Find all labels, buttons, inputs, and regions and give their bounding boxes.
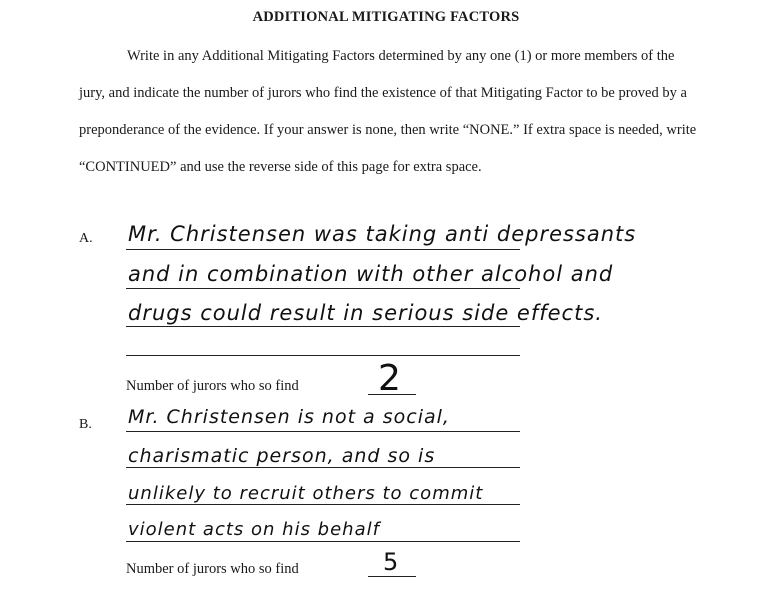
item-b-handwriting-line-4: violent acts on his behalf — [128, 519, 380, 540]
item-b-count-line — [368, 576, 416, 577]
instructions-paragraph — [79, 38, 699, 186]
instructions-text: Write in any Additional Mitigating Factors determined by any one (1) or more members of the jury, and indicate the number of jurors who find the existence of that Mitigating Factor to be proved by a preponderance of the evidence. If your answer is none, then write “NONE.” If extra space is needed, write “CONTINUED” and use the reverse side of this page for extra space. — [79, 48, 697, 175]
item-b-handwriting-line-1: Mr. Christensen is not a social, — [128, 406, 450, 428]
page-title: ADDITIONAL MITIGATING FACTORS — [252, 9, 520, 25]
item-a-count-label: Number of jurors who so find — [126, 378, 299, 394]
item-b-count-label: Number of jurors who so find — [126, 561, 299, 577]
item-a-letter: A. — [79, 231, 93, 246]
item-b-count-value: 5 — [383, 548, 399, 576]
item-a-handwriting-line-2: and in combination with other alcohol and — [128, 262, 614, 286]
item-b-handwriting-line-3: unlikely to recruit others to commit — [128, 483, 484, 504]
item-a-count-value: 2 — [378, 358, 401, 399]
item-b-answer-line-3 — [126, 504, 520, 505]
item-a-answer-line-2 — [126, 288, 520, 289]
item-a-handwriting-line-1: Mr. Christensen was taking anti depressants — [128, 222, 637, 246]
item-a-answer-line-4 — [126, 355, 520, 356]
item-b-answer-line-4 — [126, 541, 520, 542]
item-a-answer-line-3 — [126, 326, 520, 327]
item-b-letter: B. — [79, 417, 92, 432]
item-a-handwriting-line-3: drugs could result in serious side effects. — [128, 301, 603, 325]
item-b-handwriting-line-2: charismatic person, and so is — [128, 445, 436, 467]
item-a-answer-line-1 — [126, 249, 520, 250]
item-b-answer-line-2 — [126, 467, 520, 468]
item-b-answer-line-1 — [126, 431, 520, 432]
